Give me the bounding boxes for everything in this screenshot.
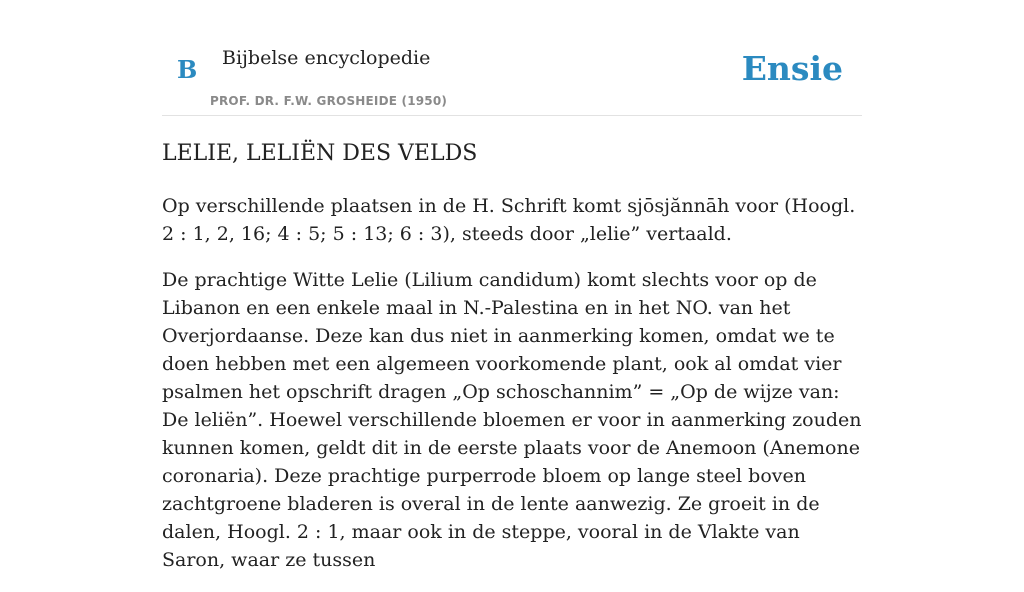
book-title-link[interactable]: Bijbelse encyclopedie — [222, 47, 431, 69]
article-title: LELIE, LELIËN DES VELDS — [162, 141, 478, 166]
ensie-logo-link[interactable]: Ensie — [741, 49, 843, 88]
header — [162, 0, 862, 116]
page — [162, 0, 862, 571]
article-paragraph: Op verschillende plaatsen in de H. Schrift komt sjōsjănnāh voor (Hoogl. 2 : 1, 2, 16; 4 : 5; 5 : 13; 6 : 3), steeds door „lelie” vertaald. — [162, 195, 856, 245]
article-paragraph: De prachtige Witte Lelie (Lilium candidum) komt slechts voor op de Libanon en een enkele maal in N.-Palestina en in het NO. van het Overjordaanse. Deze kan dus niet in aanmerking komen, omdat we te doen hebben met een algemeen voorkomende plant, ook al omdat vier psalmen het opschrift dragen „Op schoschannim” = „Op de wijze van: De leliën”. Hoewel verschillende bloemen er voor in aanmerking zouden kunnen komen, geldt dit in de eerste plaats voor de Anemoon (Anemone coronaria). Deze prachtige purperrode bloem op lange steel boven zachtgroene bladeren is overal in de lente aanwezig. Ze groeit in de dalen, Hoogl. 2 : 1, maar ook in de steppe, vooral in de Vlakte van Saron, waar ze tussen — [162, 269, 862, 571]
article-body — [162, 192, 862, 592]
author-line: PROF. DR. F.W. GROSHEIDE (1950) — [210, 94, 448, 108]
book-logo[interactable]: B — [177, 55, 198, 84]
